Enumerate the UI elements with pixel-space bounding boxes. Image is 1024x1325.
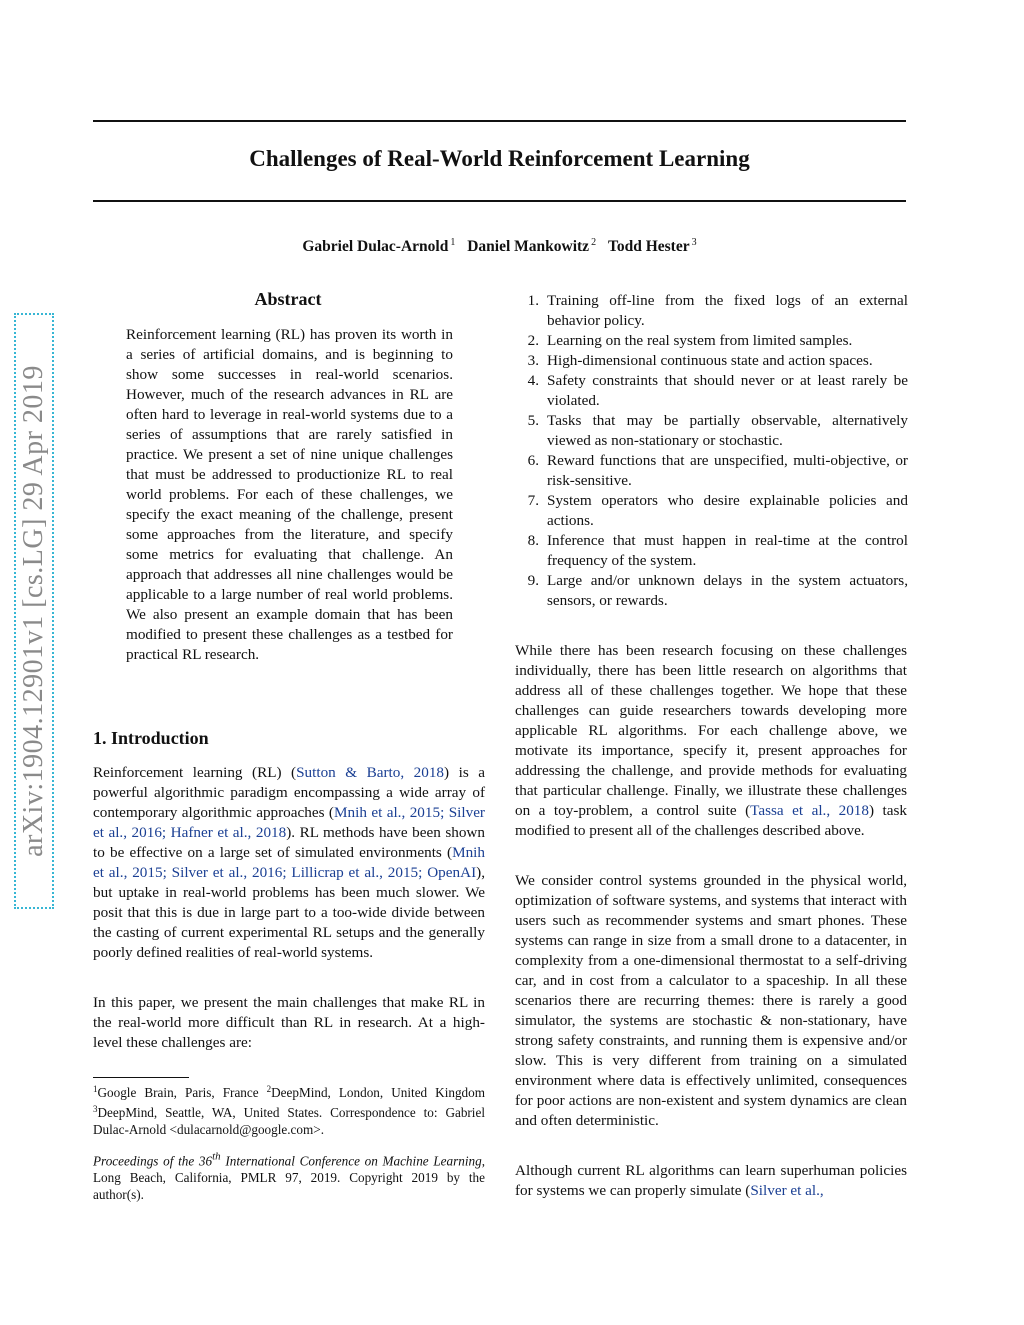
- arxiv-sidebar: [14, 313, 54, 909]
- title-rule-top: [93, 120, 906, 122]
- body-paragraph: While there has been research focusing on these challenges individually, there has been little research on algorithms that address all of these challenges together. We hope that these challenges can guide researchers towards developing more applicable RL algorithms. For each challenge above, we motivate its importance, specify it, present approaches for addressing the challenge, and provide methods for evaluating that particular challenge. Finally, we illustrate these challenges on a toy-problem, a control suite (Tassa et al., 2018) task modified to present all of the challenges described above.: [515, 642, 907, 839]
- abstract-heading: Abstract: [254, 289, 322, 309]
- list-item: 7. System operators who desire explainable policies and actions.: [527, 492, 908, 529]
- author: Todd Hester $^3$: [607, 237, 697, 255]
- list-item: 3. High-dimensional continuous state and action spaces.: [527, 352, 873, 369]
- list-item: 2. Learning on the real system from limited samples.: [527, 332, 853, 349]
- title-rule-bottom: [93, 200, 906, 202]
- list-item: 9. Large and/or unknown delays in the system actuators, sensors, or rewards.: [527, 572, 908, 609]
- author: Daniel Mankowitz $^2$: [467, 237, 597, 255]
- body-paragraph: Although current RL algorithms can learn superhuman policies for systems we can properly simulate (Silver et al.,: [515, 1162, 907, 1199]
- footnote-rule: [93, 1077, 189, 1078]
- proceedings-note: Proceedings of the 36th International Conference on Machine Learning, Long Beach, California, PMLR 97, 2019. Copyright 2019 by the author(s).: [93, 1151, 485, 1203]
- list-item: 1. Training off-line from the fixed logs of an external behavior policy.: [527, 292, 908, 329]
- list-item: 5. Tasks that may be partially observable, alternatively viewed as non-stationary or stochastic.: [527, 412, 908, 449]
- body-paragraph: We consider control systems grounded in the physical world, optimization of software systems, and systems that interact with users such as recommender systems and smart phones. These systems can range in size from a small drone to a datacenter, in complexity from a one-dimensional thermostat to a self-driving car, and in cost from a calculator to a spaceship. In all these scenarios there are recurring themes: there is rarely a good simulator, the systems are stochastic & non-stationary, have strong safety constraints, and running them is expensive and/or slow. This is very different from training on a simulated environment where data is effectively unlimited, consequences for poor actions are non-existent and system dynamics are clean and often deterministic.: [515, 872, 907, 1129]
- author-list: [93, 237, 906, 256]
- arxiv-identifier: arXiv:1904.12901v1 [cs.LG] 29 Apr 2019: [18, 365, 49, 857]
- author: Gabriel Dulac-Arnold $^1$: [302, 237, 456, 255]
- citation-link[interactable]: Mnih et al., 2015; Silver et al., 2016; Lillicrap et al., 2015; OpenAI: [93, 844, 485, 881]
- challenge-list: [515, 291, 908, 611]
- list-item: 4. Safety constraints that should never or at least rarely be violated.: [527, 372, 908, 409]
- list-item: 6. Reward functions that are unspecified, multi-objective, or risk-sensitive.: [527, 452, 908, 489]
- citation-link[interactable]: Silver et al.,: [750, 1182, 824, 1199]
- citation-link[interactable]: Sutton & Barto, 2018: [296, 764, 445, 781]
- introduction-paragraph: Reinforcement learning (RL) (Sutton & Barto, 2018) is a powerful algorithmic paradigm encompassing a wide array of contemporary algorithmic approaches (Mnih et al., 2015; Silver et al., 2016; Hafner et al., 2018). RL methods have been shown to be effective on a large set of simulated environments (Mnih et al., 2015; Silver et al., 2016; Lillicrap et al., 2015; OpenAI), but uptake in real-world problems has been much slower. We posit that this is due in large part to a too-wide divide between the casting of current experimental RL setups and the generally poorly defined realities of real-world systems.: [93, 764, 485, 961]
- citation-link[interactable]: Tassa et al., 2018: [750, 802, 869, 819]
- citation-link[interactable]: Mnih et al., 2015; Silver et al., 2016; Hafner et al., 2018: [93, 804, 485, 841]
- list-item: 8. Inference that must happen in real-time at the control frequency of the system.: [527, 532, 908, 569]
- abstract-body: Reinforcement learning (RL) has proven its worth in a series of artificial domains, and is beginning to show some successes in real-world scenarios. However, much of the research advances in RL are often hard to leverage in real-world systems due to a series of assumptions that are rarely satisfied in practice. We present a set of nine unique challenges that must be addressed to productionize RL to real world problems. For each of these challenges, we specify the exact meaning of the challenge, present some approaches from the literature, and specify some metrics for evaluating that challenge. An approach that addresses all nine challenges would be applicable to a large number of real world problems. We also present an example domain that has been modified to present these challenges as a testbed for practical RL research.: [126, 326, 453, 663]
- introduction-heading: 1. Introduction: [93, 728, 209, 748]
- introduction-paragraph: In this paper, we present the main challenges that make RL in the real-world more difficult than RL in research. At a high-level these challenges are:: [93, 994, 485, 1051]
- affiliation-footnote: $^1$Google Brain, Paris, France $^2$DeepMind, London, United Kingdom $^3$DeepMind, Seattle, WA, United States. Correspondence to: Gabriel Dulac-Arnold <dulacarnold@google.com>.: [93, 1084, 485, 1137]
- paper-title: Challenges of Real-World Reinforcement Learning: [249, 146, 750, 171]
